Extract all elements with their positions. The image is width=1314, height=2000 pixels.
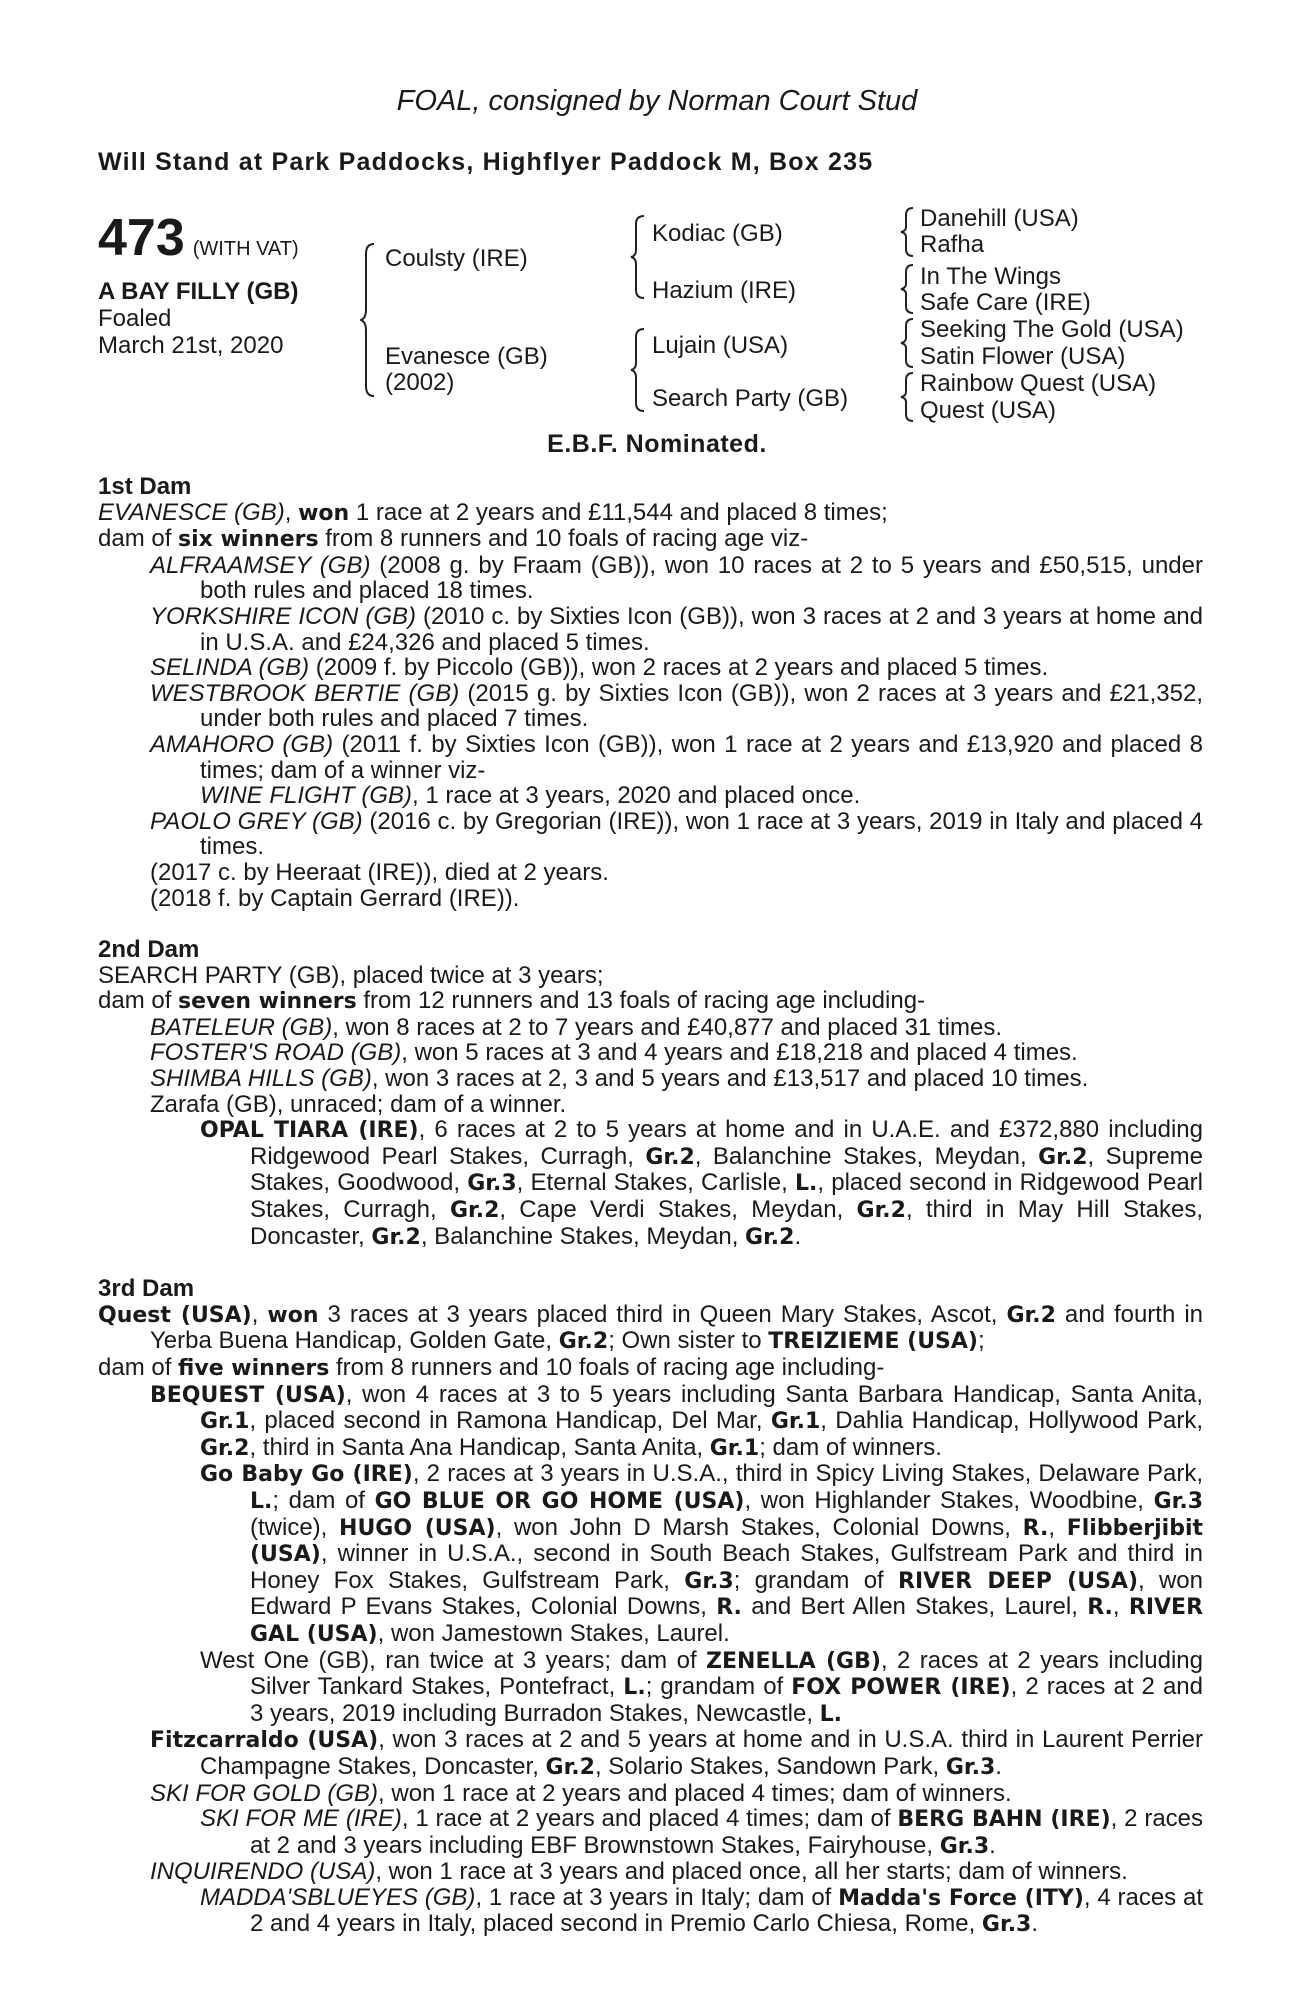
text-run: , won 3 races at 2 and 5 years at home and in U.S.A. third in Laurent Perrier Champagne Stakes, Doncaster, (200, 1726, 1203, 1780)
text-run: . (995, 1752, 1002, 1780)
italic-name: EVANESCE (GB) (98, 498, 285, 526)
ebf-nomination: E.B.F. Nominated. (547, 430, 767, 458)
third-dam-section (98, 1276, 1203, 1938)
bold-text: OPAL TIARA (IRE) (200, 1118, 419, 1144)
text-run: West One (GB), ran twice at 3 years; dam of (200, 1646, 707, 1674)
bold-text: five winners (178, 1356, 330, 1381)
third-dam-produce-list (98, 1382, 1203, 1938)
text-run: , third in May Hill Stakes, Doncaster, (250, 1196, 1203, 1250)
bold-text: BERG BAHN (IRE) (897, 1807, 1111, 1833)
text-run: dam of (98, 1354, 179, 1381)
text-run: from 8 runners and 10 foals of racing age including- (329, 1354, 885, 1381)
bold-text: R. (716, 1595, 742, 1621)
bold-text: Gr.2 (449, 1198, 500, 1224)
text-run: , Balanchine Stakes, Meydan, (420, 1222, 746, 1250)
text-run: Zarafa (GB), unraced; dam of a winner. (150, 1090, 567, 1118)
text-run: from 8 runners and 10 foals of racing age viz- (318, 525, 809, 553)
bold-text: GO BLUE OR GO HOME (USA) (374, 1488, 745, 1514)
sire-dam-brace (360, 240, 380, 400)
text-run: , 6 races at 2 to 5 years at home and in U.A.E. and £372,880 including Ridgewood Pearl Stakes, Curragh, (250, 1116, 1203, 1170)
bold-text: L. (794, 1171, 818, 1197)
text-run: (twice), (250, 1513, 340, 1541)
gen3-brace-4 (900, 370, 916, 424)
text-run: , won Jamestown Stakes, Laurel. (377, 1619, 730, 1647)
text-run: (2008 g. by Fraam (GB)), won 10 races at 2 to 5 years and £50,515, under both rules and placed 18 times. (200, 551, 1203, 605)
bold-text: Gr.2 (745, 1224, 795, 1250)
text-run: 3 races at 3 years placed third in Queen Mary Stakes, Ascot, (318, 1300, 1007, 1328)
text-run: , 1 race at 2 years and placed 4 times; dam of (401, 1805, 898, 1833)
text-run: , 2 races at 2 years including Silver Tankard Stakes, Pontefract, (250, 1646, 1203, 1701)
text-run: , 2 races at 2 and 3 years including EBF Brownstown Stakes, Fairyhouse, (250, 1805, 1204, 1859)
bold-text: Gr.2 (1006, 1302, 1056, 1328)
dam-year: (2002) (385, 369, 455, 396)
dam-dam-dam: Quest (USA) (920, 397, 1057, 424)
italic-name: WESTBROOK BERTIE (GB) (150, 679, 460, 707)
text-run: (2011 f. by Sixties Icon (GB)), won 1 race at 2 years and £13,920 and placed 8 times; dam of a winner viz- (200, 730, 1203, 784)
text-run: , won John D Marsh Stakes, Colonial Downs, (495, 1513, 1023, 1541)
second-dam-section (98, 937, 1203, 1250)
italic-name: MADDA'SBLUEYES (GB) (200, 1883, 476, 1911)
produce-entry (98, 1648, 1203, 1728)
bold-text: Gr.3 (945, 1754, 996, 1780)
text-run: . (989, 1831, 996, 1859)
text-run: , (1048, 1513, 1067, 1541)
second-dam-produce-summary (98, 988, 1203, 1015)
third-dam-heading: 3rd Dam (98, 1275, 195, 1303)
bold-text: Go Baby Go (IRE) (200, 1462, 413, 1488)
italic-name: INQUIRENDO (USA) (150, 1858, 376, 1886)
text-run: , Dahlia Handicap, Hollywood Park, (820, 1407, 1204, 1435)
bold-text: RIVER DEEP (USA) (898, 1568, 1138, 1594)
bold-text: L. (250, 1488, 273, 1514)
bold-text: RIVER GAL (USA) (250, 1595, 1204, 1647)
bold-text: R. (1022, 1515, 1049, 1541)
bold-text: R. (1087, 1595, 1113, 1621)
dam-parents-brace (630, 325, 648, 415)
bold-text: Fitzcarraldo (USA) (150, 1728, 379, 1754)
text-run: , (251, 1300, 268, 1328)
italic-name: ALFRAAMSEY (GB) (150, 551, 371, 579)
dam-dam-sire: Rainbow Quest (USA) (920, 370, 1157, 397)
bold-text: won (267, 1302, 319, 1328)
text-run: (2017 c. by Heeraat (IRE)), died at 2 years. (150, 858, 609, 886)
bold-text: Gr.1 (770, 1409, 821, 1435)
text-run: dam of (98, 525, 179, 553)
italic-name: AMAHORO (GB) (150, 730, 334, 758)
text-run: (2018 f. by Captain Gerrard (IRE)). (150, 884, 520, 912)
text-run: , 2 races at 3 years in U.S.A., third in Spicy Living Stakes, Delaware Park, (412, 1460, 1203, 1488)
sire-name: Coulsty (IRE) (385, 245, 528, 272)
italic-name: WINE FLIGHT (GB) (200, 782, 412, 810)
produce-entry (98, 1781, 1203, 1807)
sire-dam-sire: In The Wings (920, 263, 1061, 290)
italic-name: PAOLO GREY (GB) (150, 807, 363, 835)
bold-text: Gr.2 (645, 1144, 695, 1170)
bold-text: Gr.2 (558, 1329, 609, 1355)
first-dam-produce-summary (98, 526, 1203, 553)
text-run: , (284, 498, 299, 526)
bold-text: seven winners (178, 989, 357, 1015)
dam-sire-sire: Seeking The Gold (USA) (920, 316, 1184, 343)
bold-text: won (298, 500, 350, 526)
dam-name: Evanesce (GB) (385, 343, 548, 370)
bold-text: Gr.2 (200, 1435, 250, 1461)
text-run: , won 8 races at 2 to 7 years and £40,877 and placed 31 times. (332, 1013, 1003, 1041)
produce-entry (98, 553, 1203, 604)
produce-entry (98, 860, 1203, 886)
text-run: , winner in U.S.A., second in South Beach Stakes, Gulfstream Park and third in Honey Fox Stakes, Gulfstream Park, (250, 1540, 1203, 1594)
produce-entry (98, 604, 1203, 655)
produce-entry (98, 1066, 1203, 1092)
text-run: , Supreme Stakes, Goodwood, (250, 1142, 1204, 1197)
bold-text: Gr.3 (684, 1568, 734, 1594)
text-run: , won 5 races at 3 and 4 years and £18,218 and placed 4 times. (401, 1039, 1078, 1067)
foaled-date: March 21st, 2020 (98, 332, 284, 359)
text-run: (2015 g. by Sixties Icon (GB)), won 2 races at 3 years and £21,352, under both rules and placed 7 times. (200, 679, 1203, 733)
bold-text: Gr.3 (981, 1912, 1032, 1938)
produce-entry (98, 809, 1203, 860)
catalogue-body (98, 474, 1203, 1938)
text-run: and fourth in Yerba Buena Handicap, Golden Gate, (150, 1300, 1203, 1355)
bold-text: Gr.3 (1153, 1488, 1204, 1514)
text-run: , won 1 race at 2 years and placed 4 times; dam of winners. (378, 1779, 1012, 1807)
text-run: , 1 race at 3 years in Italy; dam of (475, 1883, 839, 1911)
text-run: (2009 f. by Piccolo (GB)), won 2 races at 2 years and placed 5 times. (309, 654, 1049, 682)
text-run: ; dam of (272, 1486, 375, 1514)
produce-entry (98, 1117, 1203, 1250)
bold-text: L. (819, 1701, 843, 1727)
italic-name: BATELEUR (GB) (150, 1013, 333, 1041)
produce-entry (98, 1859, 1203, 1885)
text-run: , Balanchine Stakes, Meydan, (694, 1142, 1039, 1170)
text-run: , 2 races at 2 and 3 years, 2019 including Burradon Stakes, Newcastle, (250, 1673, 1204, 1727)
bold-text: HUGO (USA) (339, 1515, 496, 1541)
text-run: from 12 runners and 13 foals of racing age including- (356, 987, 926, 1015)
first-dam-produce-list (98, 553, 1203, 911)
produce-entry (98, 1806, 1203, 1859)
text-run: , 4 races at 2 and 4 years in Italy, placed second in Premio Carlo Chiesa, Rome, (250, 1883, 1203, 1938)
text-run: SEARCH PARTY (GB), placed twice at 3 years; (98, 961, 604, 989)
sire-sire-dam: Rafha (920, 231, 985, 258)
lot-number: 473 (98, 209, 185, 267)
gen3-brace-3 (900, 316, 916, 370)
italic-name: SKI FOR GOLD (GB) (150, 1779, 379, 1807)
text-run: and Bert Allen Stakes, Laurel, (741, 1593, 1088, 1621)
text-run: , Eternal Stakes, Carlisle, (516, 1169, 795, 1197)
third-dam-produce-summary (98, 1355, 1203, 1382)
vat-label: (WITH VAT) (192, 238, 299, 260)
bold-text: BEQUEST (USA) (150, 1382, 346, 1408)
third-dam-summary (98, 1302, 1203, 1355)
bold-text: Gr.2 (371, 1224, 421, 1250)
sire-dam: Hazium (IRE) (652, 277, 797, 304)
bold-text: Gr.3 (939, 1833, 990, 1859)
first-dam-summary (98, 500, 1203, 527)
second-dam-produce-list (98, 1015, 1203, 1250)
dam-sire-dam: Satin Flower (USA) (920, 343, 1126, 370)
bold-text: six winners (178, 527, 319, 553)
lot-name: A BAY FILLY (GB) (98, 278, 299, 305)
text-run: , won Edward P Evans Stakes, Colonial Downs, (250, 1566, 1203, 1621)
sire-dam-dam: Safe Care (IRE) (920, 289, 1091, 316)
text-run: , (1112, 1593, 1129, 1621)
bold-text: ZENELLA (GB) (706, 1648, 881, 1674)
bold-text: L. (623, 1675, 646, 1701)
text-run: , third in Santa Ana Handicap, Santa Anita, (249, 1433, 710, 1461)
bold-text: Gr.2 (545, 1754, 595, 1780)
sire-sire-sire: Danehill (USA) (920, 205, 1079, 232)
italic-name: SKI FOR ME (IRE) (200, 1805, 402, 1833)
produce-entry (98, 783, 1203, 809)
text-run: , won 1 race at 3 years and placed once, all her starts; dam of winners. (375, 1858, 1128, 1886)
text-run: . (794, 1222, 802, 1250)
italic-name: SHIMBA HILLS (GB) (150, 1065, 372, 1093)
first-dam-heading: 1st Dam (98, 473, 192, 500)
text-run: , won Highlander Stakes, Woodbine, (744, 1486, 1154, 1514)
dam-sire: Lujain (USA) (652, 332, 789, 359)
produce-entry (98, 1885, 1203, 1938)
sire-parents-brace (630, 212, 648, 302)
produce-entry (98, 1727, 1203, 1780)
bold-text: FOX POWER (IRE) (791, 1675, 1011, 1701)
consignor-heading: FOAL, consigned by Norman Court Stud (396, 85, 918, 117)
bold-text: Madda's Force (ITY) (838, 1885, 1084, 1911)
gen3-brace-2 (900, 262, 916, 316)
text-run: ; grandam of (733, 1566, 899, 1594)
text-run: , Solario Stakes, Sandown Park, (594, 1752, 946, 1780)
text-run: (2016 c. by Gregorian (IRE)), won 1 race at 3 years, 2019 in Italy and placed 4 times. (200, 807, 1204, 861)
bold-text: Quest (USA) (98, 1302, 252, 1328)
bold-text: Gr.1 (200, 1409, 250, 1435)
second-dam-heading: 2nd Dam (98, 936, 200, 964)
text-run: (2010 c. by Sixties Icon (GB)), won 3 races at 2 and 3 years at home and in U.S.A. and £24,326 and placed 5 times. (200, 602, 1203, 656)
text-run: 1 race at 2 years and £11,544 and placed 8 times; (349, 498, 888, 526)
text-run: , Cape Verdi Stakes, Meydan, (499, 1196, 857, 1224)
text-run: ; grandam of (645, 1673, 792, 1701)
gen3-brace-1 (900, 205, 916, 259)
text-run: , won 4 races at 3 to 5 years including Santa Barbara Handicap, Santa Anita, (345, 1380, 1204, 1408)
produce-entry (98, 1461, 1203, 1647)
bold-text: Flibberjibit (USA) (250, 1515, 1203, 1568)
text-run: dam of (98, 987, 179, 1015)
first-dam-section (98, 474, 1203, 911)
text-run: , placed second in Ridgewood Pearl Stakes, Curragh, (250, 1169, 1203, 1224)
text-run: , placed second in Ramona Handicap, Del Mar, (249, 1407, 771, 1435)
produce-entry (98, 1015, 1203, 1041)
italic-name: FOSTER'S ROAD (GB) (150, 1039, 402, 1067)
produce-entry (98, 681, 1203, 732)
text-run: ; Own sister to (608, 1327, 769, 1355)
produce-entry (98, 655, 1203, 681)
produce-entry (98, 1040, 1203, 1066)
bold-text: Gr.1 (709, 1435, 760, 1461)
sire-sire: Kodiac (GB) (652, 220, 783, 247)
produce-entry (98, 1382, 1203, 1462)
bold-text: Gr.2 (1038, 1144, 1088, 1170)
dam-dam: Search Party (GB) (652, 385, 849, 412)
text-run: , 1 race at 3 years, 2020 and placed once. (412, 782, 861, 810)
bold-text: Gr.2 (856, 1198, 906, 1224)
italic-name: SELINDA (GB) (150, 654, 310, 682)
text-run: ; dam of winners. (759, 1433, 942, 1461)
italic-name: YORKSHIRE ICON (GB) (150, 602, 416, 630)
produce-entry (98, 732, 1203, 783)
produce-entry (98, 1092, 1203, 1118)
stand-location: Will Stand at Park Paddocks, Highflyer Paddock M, Box 235 (98, 148, 874, 176)
text-run: , won 3 races at 2, 3 and 5 years and £13,517 and placed 10 times. (371, 1065, 1089, 1093)
second-dam-summary (98, 963, 1203, 989)
text-run: . (1031, 1910, 1039, 1938)
bold-text: Gr.3 (467, 1171, 517, 1197)
foaled-label: Foaled (98, 305, 172, 332)
lot-number-block (98, 208, 299, 268)
bold-text: TREIZIEME (USA) (768, 1329, 978, 1355)
produce-entry (98, 886, 1203, 912)
text-run: ; (978, 1327, 985, 1355)
